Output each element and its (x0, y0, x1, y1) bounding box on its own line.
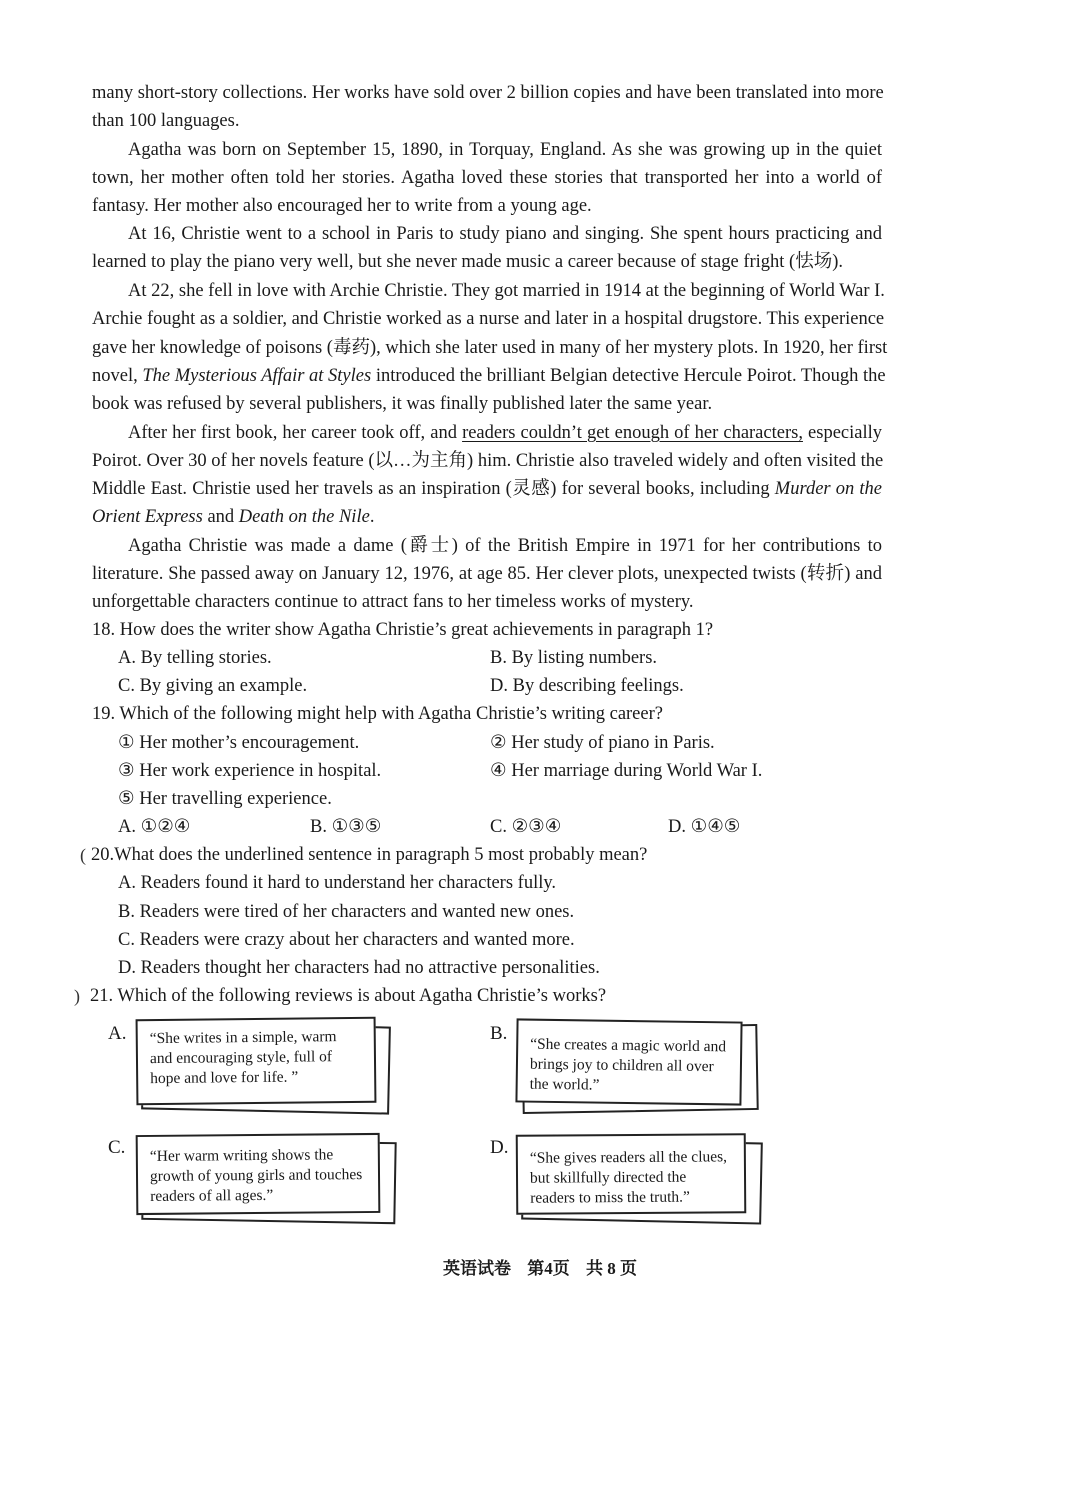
passage-line-3: Agatha was born on September 15, 1890, in Torquay, England. As she was growing up in the quiet (128, 140, 882, 160)
review-text-a: “She writes in a simple, warm and encouraging style, full of hope and love for life. ” (136, 1017, 377, 1106)
book-title: Death on the Nile (238, 507, 370, 527)
q19-item-4: ④ Her marriage during World War I. (490, 761, 763, 781)
q21-option-d-letter: D. (490, 1137, 509, 1158)
book-title: The Mysterious Affair at Styles (142, 366, 372, 386)
q19-option-d: D. ①④⑤ (668, 817, 741, 837)
text-segment: introduced the brilliant Belgian detective Hercule Poirot. Though the (375, 366, 886, 386)
q19-option-c: C. ②③④ (490, 817, 562, 837)
q20-option-a: A. Readers found it hard to understand her characters fully. (118, 873, 557, 893)
text-segment: After her first book, her career took off, and (128, 423, 457, 443)
book-title: Orient Express (92, 507, 203, 527)
q19-option-a: A. ①②④ (118, 817, 191, 837)
text-segment: Middle East. Christie used her travels as an inspiration (灵感) for several books, including (92, 479, 770, 499)
q19-item-2: ② Her study of piano in Paris. (490, 733, 715, 753)
text-segment: novel, (92, 366, 138, 386)
page-footer (0, 1254, 1080, 1279)
q20-option-d: D. Readers thought her characters had no attractive personalities. (118, 958, 600, 978)
passage-line-2: than 100 languages. (92, 111, 240, 131)
passage-line-7: learned to play the piano very well, but she never made music a career because of stage fright (怯场). (92, 252, 844, 272)
q19-option-b: B. ①③⑤ (310, 817, 382, 837)
q19-item-3: ③ Her work experience in hospital. (118, 761, 382, 781)
review-text-d: “She gives readers all the clues, but skillfully directed the readers to miss the truth.” (516, 1133, 747, 1215)
passage-line-11 (92, 362, 886, 390)
review-text-c: “Her warm writing shows the growth of young girls and touches readers of all ages.” (136, 1133, 381, 1215)
footer-page-number: 第4页 (527, 1259, 570, 1278)
review-card-d (516, 1134, 764, 1224)
footer-subject: 英语试卷 (443, 1259, 511, 1278)
q21-option-c-letter: C. (108, 1137, 126, 1158)
passage-line-9: Archie fought as a soldier, and Christie worked as a nurse and later in a hospital drugstore. This experience (92, 309, 885, 329)
q20-option-c: C. Readers were crazy about her characters and wanted more. (118, 930, 575, 950)
q19-item-5: ⑤ Her travelling experience. (118, 789, 332, 809)
margin-mark: ) (74, 986, 80, 1006)
passage-line-10: gave her knowledge of poisons (毒药), which she later used in many of her mystery plots. In 1920, her first (92, 338, 888, 358)
passage-line-16 (92, 503, 882, 531)
passage-line-1: many short-story collections. Her works have sold over 2 billion copies and have been translated into more (92, 83, 884, 103)
q18-option-a: A. By telling stories. (118, 648, 272, 668)
q21-option-a-letter: A. (108, 1023, 127, 1044)
question-19-stem: 19. Which of the following might help with Agatha Christie’s writing career? (92, 704, 663, 724)
q18-option-c: C. By giving an example. (118, 676, 308, 696)
q18-option-b: B. By listing numbers. (490, 648, 658, 668)
question-20-stem: 20.What does the underlined sentence in paragraph 5 most probably mean? (91, 845, 648, 865)
passage-line-4: town, her mother often told her stories. Agatha loved these stories that transported her into a world of (92, 168, 882, 188)
passage-line-19: unforgettable characters continue to attract fans to her timeless works of mystery. (92, 592, 694, 612)
passage-line-15 (92, 475, 882, 503)
review-card-b (516, 1020, 760, 1114)
text-segment: and (207, 507, 235, 527)
passage-line-17: Agatha Christie was made a dame (爵士) of the British Empire in 1971 for her contributions to (128, 536, 882, 556)
q21-option-b-letter: B. (490, 1023, 508, 1044)
review-card-c (136, 1134, 398, 1224)
review-card-a (136, 1018, 392, 1114)
q18-option-d: D. By describing feelings. (490, 676, 684, 696)
passage-line-6: At 16, Christie went to a school in Paris to study piano and singing. She spent hours practicing and (128, 224, 882, 244)
question-18-stem: 18. How does the writer show Agatha Christie’s great achievements in paragraph 1? (92, 620, 714, 640)
text-segment: . (369, 507, 375, 527)
underlined-sentence: readers couldn’t get enough of her characters, (462, 423, 803, 443)
passage-line-18: literature. She passed away on January 12, 1976, at age 85. Her clever plots, unexpected twists (转折) and (92, 564, 882, 584)
passage-line-8: At 22, she fell in love with Archie Christie. They got married in 1914 at the beginning of World War I. (128, 281, 885, 301)
review-text-b: “She creates a magic world and brings joy to children all over the world.” (515, 1018, 742, 1105)
q20-option-b: B. Readers were tired of her characters and wanted new ones. (118, 902, 575, 922)
passage-line-5: fantasy. Her mother also encouraged her to write from a young age. (92, 196, 592, 216)
passage-line-12: book was refused by several publishers, it was finally published later the same year. (92, 394, 713, 414)
book-title: Murder on the (774, 479, 883, 499)
passage-line-14: Poirot. Over 30 of her novels feature (以…为主角) him. Christie also traveled widely and often visited the (92, 451, 884, 471)
question-21-stem: 21. Which of the following reviews is about Agatha Christie’s works? (90, 986, 607, 1006)
footer-page-total: 共 8 页 (586, 1259, 637, 1278)
passage-line-13 (128, 419, 882, 447)
text-segment: especially (808, 423, 883, 443)
margin-mark: ( (80, 845, 86, 865)
q19-item-1: ① Her mother’s encouragement. (118, 733, 360, 753)
